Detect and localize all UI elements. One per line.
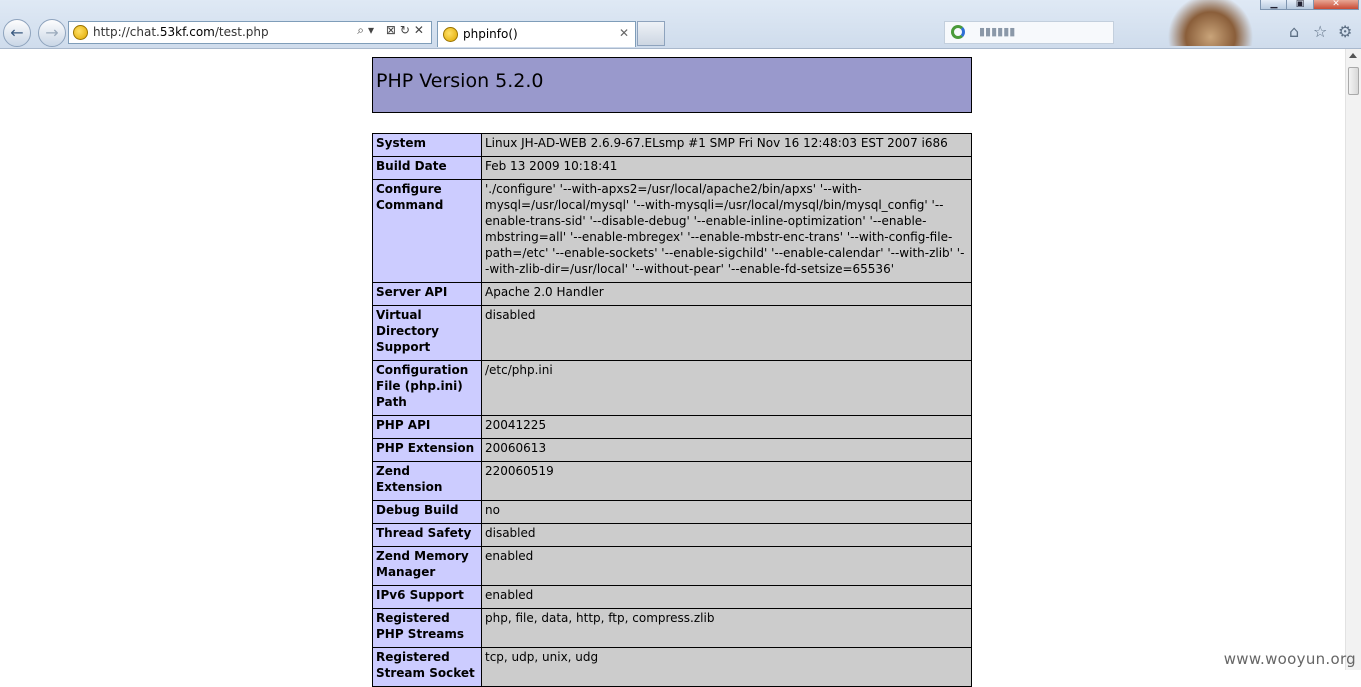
new-tab-button[interactable] bbox=[637, 21, 665, 46]
forward-arrow-icon: → bbox=[45, 23, 59, 42]
settings-gear-icon[interactable]: ⚙ bbox=[1338, 22, 1353, 41]
url-domain: 53kf.com bbox=[159, 25, 215, 39]
row-key: IPv6 Support bbox=[373, 586, 482, 609]
theme-mascot-image bbox=[1150, 0, 1260, 46]
table-row bbox=[373, 361, 972, 416]
table-row bbox=[373, 439, 972, 462]
row-value: './configure' '--with-apxs2=/usr/local/apache2/bin/apxs' '--with-mysql=/usr/local/mysql' '--with-mysqli=/usr/local/mysql/bin/mysql_config' '--enable-trans-sid' '--disable-debug' '--enable-inline-optimization' '--enable-mbstring=all' '--enable-mbregex' '--enable-mbstr-enc-trans' '--with-config-file-path=/etc' '--enable-sockets' '--enable-sigchild' '--enable-calendar' '--with-zlib' '--with-zlib-dir=/usr/local' '--without-pear' '--enable-fd-setsize=65536' bbox=[482, 180, 972, 283]
row-value: disabled bbox=[482, 306, 972, 361]
row-key: Registered PHP Streams bbox=[373, 609, 482, 648]
php-version-header bbox=[372, 57, 972, 113]
row-key: Zend Memory Manager bbox=[373, 547, 482, 586]
table-row bbox=[373, 157, 972, 180]
table-row bbox=[373, 416, 972, 439]
toolbar-search-text: ▮▮▮▮▮▮ bbox=[979, 25, 1016, 38]
table-row bbox=[373, 547, 972, 586]
row-value: 20041225 bbox=[482, 416, 972, 439]
browser-toolbar bbox=[0, 0, 1361, 49]
home-icon[interactable]: ⌂ bbox=[1289, 22, 1300, 41]
row-value: enabled bbox=[482, 547, 972, 586]
site-favicon-icon bbox=[73, 25, 88, 40]
row-key: Debug Build bbox=[373, 501, 482, 524]
back-button[interactable] bbox=[3, 19, 31, 47]
row-key: PHP API bbox=[373, 416, 482, 439]
tab-title: phpinfo() bbox=[463, 27, 518, 41]
row-value: 20060613 bbox=[482, 439, 972, 462]
row-value: no bbox=[482, 501, 972, 524]
table-row bbox=[373, 609, 972, 648]
row-key: Configure Command bbox=[373, 180, 482, 283]
table-row bbox=[373, 180, 972, 283]
row-value: enabled bbox=[482, 586, 972, 609]
phpinfo-table bbox=[372, 133, 972, 687]
page-title: PHP Version 5.2.0 bbox=[376, 70, 544, 92]
row-value: Linux JH-AD-WEB 2.6.9-67.ELsmp #1 SMP Fri Nov 16 12:48:03 EST 2007 i686 bbox=[482, 134, 972, 157]
maximize-button[interactable]: ▣ bbox=[1286, 0, 1314, 10]
table-row bbox=[373, 306, 972, 361]
row-key: Configuration File (php.ini) Path bbox=[373, 361, 482, 416]
table-row bbox=[373, 283, 972, 306]
row-key: Registered Stream Socket bbox=[373, 648, 482, 687]
address-bar-actions-icon[interactable]: ⌕▾ ⊠↻✕ bbox=[357, 23, 428, 37]
row-key: Thread Safety bbox=[373, 524, 482, 547]
row-key: Virtual Directory Support bbox=[373, 306, 482, 361]
row-value: php, file, data, http, ftp, compress.zlib bbox=[482, 609, 972, 648]
toolbar-search-box[interactable] bbox=[944, 21, 1114, 44]
row-value: 220060519 bbox=[482, 462, 972, 501]
minimize-button[interactable]: ▁ bbox=[1260, 0, 1288, 10]
search-engine-icon bbox=[951, 25, 965, 39]
tab-close-icon[interactable]: ✕ bbox=[618, 26, 629, 40]
row-value: Apache 2.0 Handler bbox=[482, 283, 972, 306]
table-row bbox=[373, 501, 972, 524]
url-prefix: http://chat. bbox=[93, 25, 160, 39]
row-key: Build Date bbox=[373, 157, 482, 180]
row-key: Zend Extension bbox=[373, 462, 482, 501]
table-row bbox=[373, 462, 972, 501]
address-url[interactable] bbox=[93, 25, 269, 39]
row-value: tcp, udp, unix, udg bbox=[482, 648, 972, 687]
forward-button[interactable] bbox=[38, 19, 66, 47]
table-row bbox=[373, 648, 972, 687]
row-value: Feb 13 2009 10:18:41 bbox=[482, 157, 972, 180]
table-row bbox=[373, 524, 972, 547]
row-value: /etc/php.ini bbox=[482, 361, 972, 416]
watermark: www.wooyun.org bbox=[1223, 650, 1356, 668]
tab-favicon-icon bbox=[443, 27, 458, 42]
url-path: /test.php bbox=[214, 25, 269, 39]
row-key: Server API bbox=[373, 283, 482, 306]
address-bar[interactable] bbox=[68, 21, 432, 44]
scroll-thumb[interactable] bbox=[1348, 67, 1359, 95]
table-row bbox=[373, 586, 972, 609]
page-viewport bbox=[0, 49, 1344, 680]
back-arrow-icon: ← bbox=[10, 23, 24, 42]
row-key: System bbox=[373, 134, 482, 157]
table-row bbox=[373, 134, 972, 157]
favorites-star-icon[interactable]: ☆ bbox=[1313, 22, 1328, 41]
row-key: PHP Extension bbox=[373, 439, 482, 462]
tab-phpinfo[interactable] bbox=[437, 21, 636, 47]
vertical-scrollbar[interactable] bbox=[1345, 49, 1361, 670]
row-value: disabled bbox=[482, 524, 972, 547]
close-window-button[interactable]: ✕ bbox=[1313, 0, 1359, 10]
scroll-up-arrow-icon[interactable] bbox=[1349, 53, 1357, 58]
